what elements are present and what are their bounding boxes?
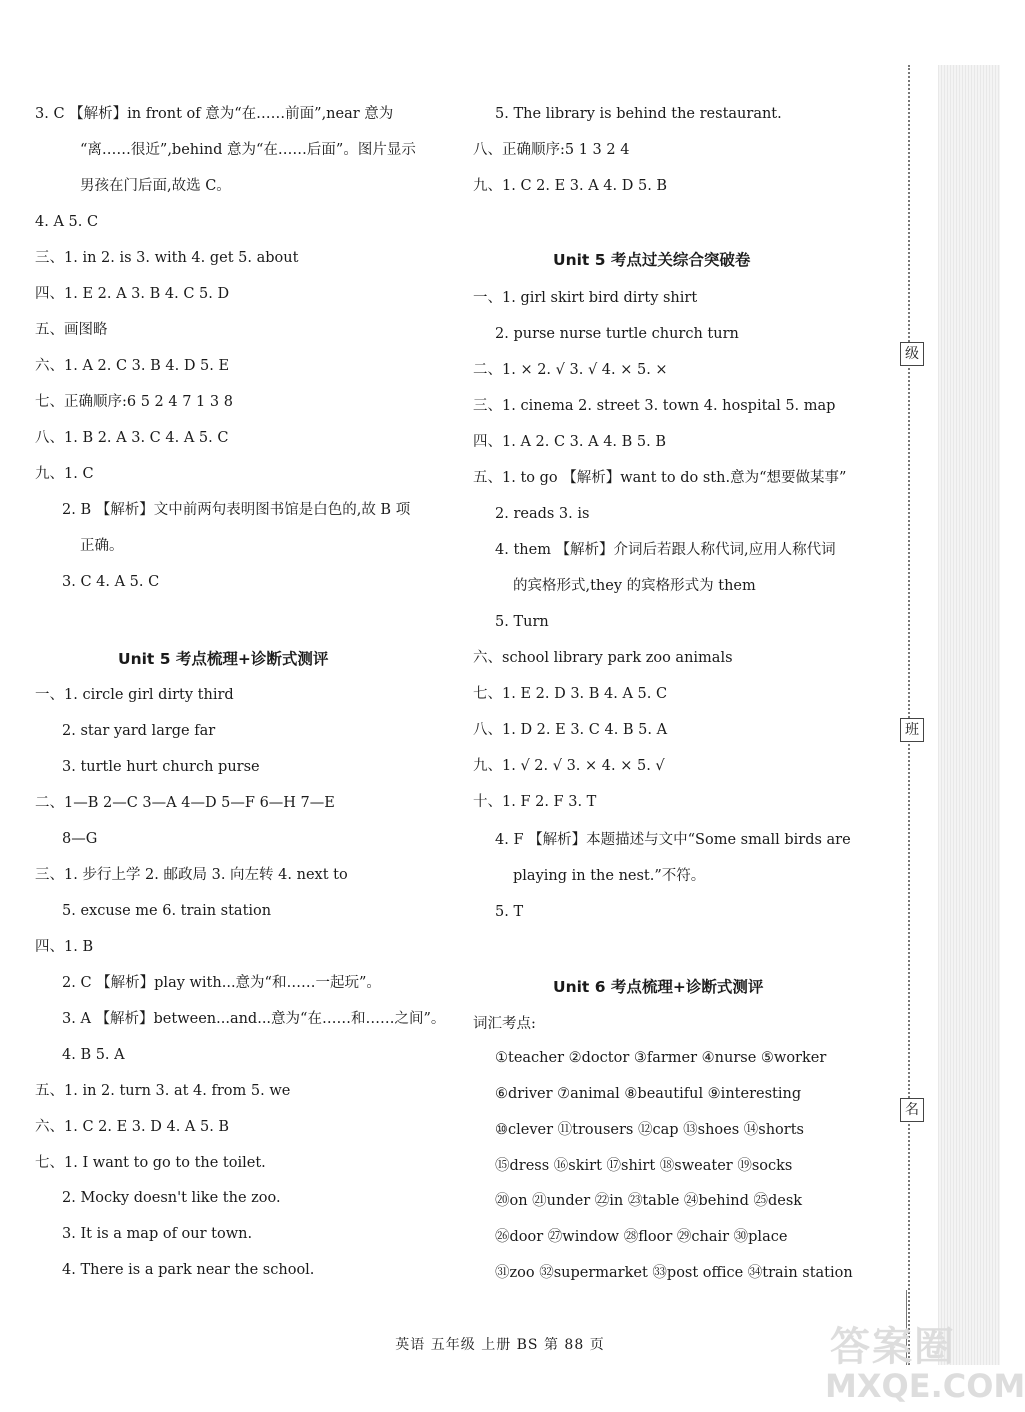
- answer-line: 2. reads 3. is: [495, 506, 590, 522]
- answer-line: ⑩clever ⑪trousers ⑫cap ⑬shoes ⑭shorts: [495, 1122, 804, 1138]
- answer-line: “离……很近”,behind 意为“在……后面”。图片显示: [80, 142, 416, 158]
- answer-line: 九、1. C 2. E 3. A 4. D 5. B: [473, 178, 668, 194]
- answer-line: 男孩在门后面,故选 C。: [80, 178, 231, 194]
- answer-line: 8—G: [62, 831, 98, 847]
- watermark-text-url: MXQE.COM: [825, 1367, 1025, 1405]
- answer-line: 八、1. B 2. A 3. C 4. A 5. C: [35, 430, 229, 446]
- section-heading: Unit 5 考点过关综合突破卷: [553, 251, 751, 269]
- answer-line: 5. The library is behind the restaurant.: [495, 106, 782, 122]
- answer-line: playing in the nest.”不符。: [513, 868, 706, 884]
- answer-line: 4. There is a park near the school.: [62, 1262, 315, 1278]
- answer-line: 六、1. A 2. C 3. B 4. D 5. E: [35, 358, 230, 374]
- answer-line: 十、1. F 2. F 3. T: [473, 794, 597, 810]
- answer-line: 2. purse nurse turtle church turn: [495, 326, 739, 342]
- answer-line: 三、1. cinema 2. street 3. town 4. hospital 5. map: [473, 398, 836, 414]
- answer-line: 5. T: [495, 904, 524, 920]
- answer-line: 3. turtle hurt church purse: [62, 759, 260, 775]
- answer-line: 六、1. C 2. E 3. D 4. A 5. B: [35, 1119, 230, 1135]
- answer-line: 三、1. in 2. is 3. with 4. get 5. about: [35, 250, 299, 266]
- page-footer: 英语 五年级 上册 BS 第 88 页: [395, 1337, 605, 1353]
- answer-line: 3. C 4. A 5. C: [62, 574, 160, 590]
- answer-line: ㉖door ㉗window ㉘floor ㉙chair ㉚place: [495, 1229, 788, 1245]
- binding-cut-line: [908, 65, 910, 1365]
- answer-line: 正确。: [80, 538, 124, 554]
- answer-line: 的宾格形式,they 的宾格形式为 them: [513, 578, 756, 594]
- answer-line: 五、画图略: [35, 322, 108, 338]
- section-heading: Unit 6 考点梳理+诊断式测评: [553, 978, 764, 996]
- answer-line: 5. Turn: [495, 614, 549, 630]
- answer-line: 一、1. girl skirt bird dirty shirt: [473, 290, 698, 306]
- answer-line: 5. excuse me 6. train station: [62, 903, 272, 919]
- answer-line: 八、1. D 2. E 3. C 4. B 5. A: [473, 722, 668, 738]
- answer-line: 2. C 【解析】play with...意为“和……一起玩”。: [62, 975, 381, 991]
- answer-line: 4. them 【解析】介词后若跟人称代词,应用人称代词: [495, 542, 836, 558]
- answer-line: 3. It is a map of our town.: [62, 1226, 253, 1242]
- answer-line: 二、1—B 2—C 3—A 4—D 5—F 6—H 7—E: [35, 795, 335, 811]
- answer-line: 2. B 【解析】文中前两句表明图书馆是白色的,故 B 项: [62, 502, 411, 518]
- answer-line: 四、1. B: [35, 939, 94, 955]
- answer-line: ㉛zoo ㉜supermarket ㉝post office ㉞train station: [495, 1265, 853, 1281]
- watermark-text-cn: 答案圈: [830, 1324, 956, 1370]
- answer-line: 4. F 【解析】本题描述与文中“Some small birds are: [495, 832, 851, 848]
- answer-line: 一、1. circle girl dirty third: [35, 687, 234, 703]
- answer-line: 三、1. 步行上学 2. 邮政局 3. 向左转 4. next to: [35, 867, 348, 883]
- answer-line: 4. B 5. A: [62, 1047, 125, 1063]
- section-heading: Unit 5 考点梳理+诊断式测评: [118, 650, 329, 668]
- answer-line: 九、1. C: [35, 466, 94, 482]
- answer-line: ⑥driver ⑦animal ⑧beautiful ⑨interesting: [495, 1086, 802, 1102]
- answer-line: 2. star yard large far: [62, 723, 216, 739]
- watermark-logo: [820, 1315, 1025, 1405]
- answer-line: 3. A 【解析】between...and...意为“在……和……之间”。: [62, 1011, 446, 1027]
- answer-line: 七、1. I want to go to the toilet.: [35, 1155, 266, 1171]
- answer-line: 2. Mocky doesn't like the zoo.: [62, 1190, 281, 1206]
- answer-line: 3. C 【解析】in front of 意为“在……前面”,near 意为: [35, 106, 394, 122]
- answer-line: 七、正确顺序:6 5 2 4 7 1 3 8: [35, 394, 233, 410]
- answer-line: 五、1. to go 【解析】want to do sth.意为“想要做某事”: [473, 470, 847, 486]
- answer-line: 二、1. × 2. √ 3. √ 4. × 5. ×: [473, 362, 668, 378]
- answer-line: 六、school library park zoo animals: [473, 650, 733, 666]
- answer-line: 4. A 5. C: [35, 214, 99, 230]
- answer-line: ⑳on ㉑under ㉒in ㉓table ㉔behind ㉕desk: [495, 1193, 803, 1209]
- answer-line: 四、1. E 2. A 3. B 4. C 5. D: [35, 286, 230, 302]
- answer-line: 五、1. in 2. turn 3. at 4. from 5. we: [35, 1083, 291, 1099]
- right-margin-texture: [938, 65, 1000, 1365]
- side-label-class: 级: [900, 342, 924, 366]
- answer-line: 九、1. √ 2. √ 3. × 4. × 5. √: [473, 758, 665, 774]
- side-label-class-2: 班: [900, 718, 924, 742]
- answer-line: 词汇考点:: [473, 1016, 536, 1032]
- answer-line: 七、1. E 2. D 3. B 4. A 5. C: [473, 686, 668, 702]
- answer-line: ①teacher ②doctor ③farmer ④nurse ⑤worker: [495, 1050, 827, 1066]
- answer-line: 八、正确顺序:5 1 3 2 4: [473, 142, 630, 158]
- answer-line: 四、1. A 2. C 3. A 4. B 5. B: [473, 434, 667, 450]
- side-label-name: 名: [900, 1098, 924, 1122]
- answer-line: ⑮dress ⑯skirt ⑰shirt ⑱sweater ⑲socks: [495, 1158, 793, 1174]
